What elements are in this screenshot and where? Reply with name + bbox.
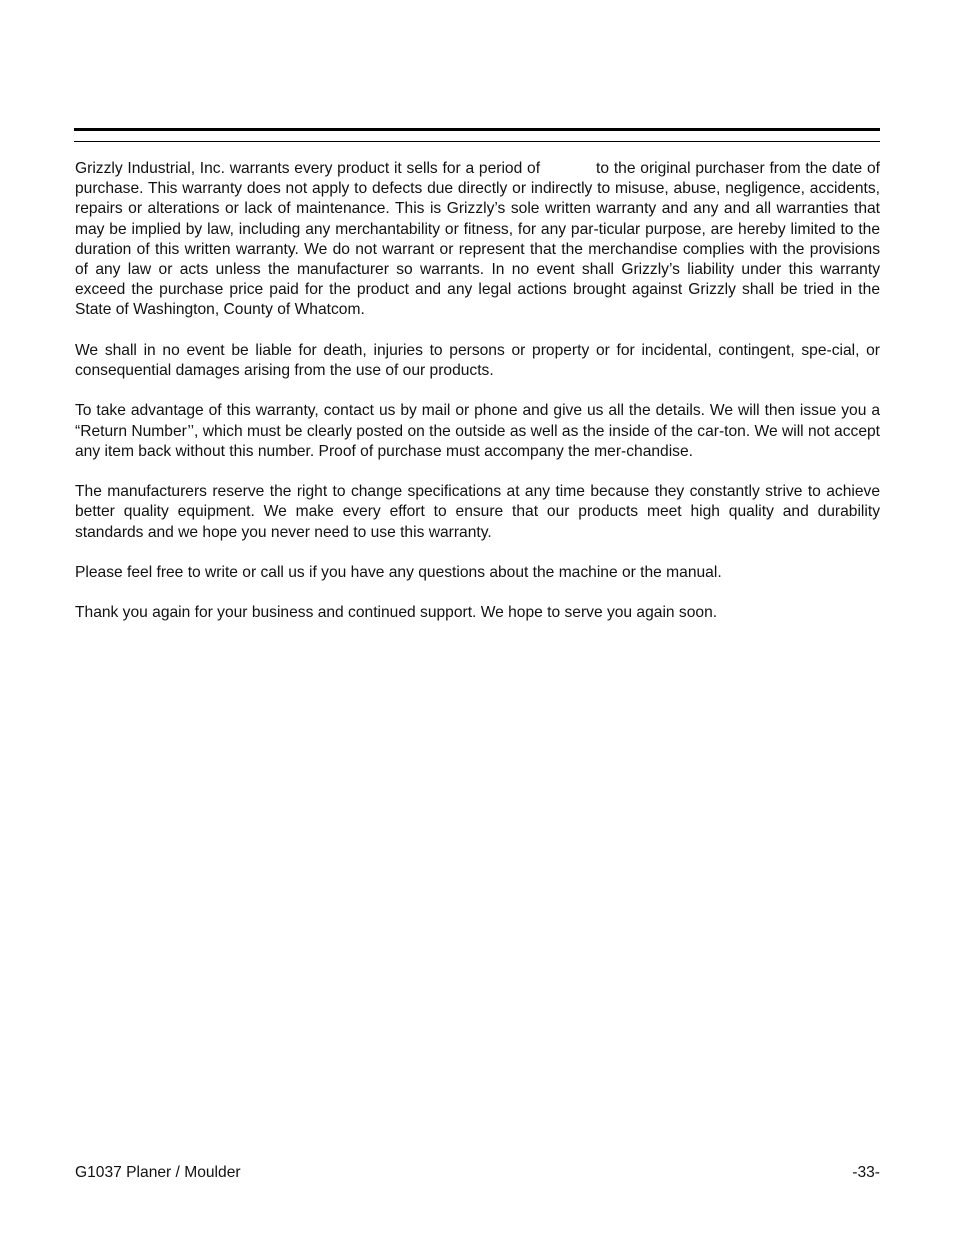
footer-model-name: G1037 Planer / Moulder [75, 1164, 241, 1181]
warranty-paragraph-return: To take advantage of this warranty, contact us by mail or phone and give us all the details. We will then issue you a “Return Number’’, which must be clearly posted on the outside as well as the inside of the car-ton. We will not accept any item back without this number. Proof of purchase must accompany the mer-chandise. [75, 402, 880, 460]
footer-page-number: -33- [852, 1164, 880, 1181]
warranty-paragraph-liability: We shall in no event be liable for death, injuries to persons or property or for incidental, contingent, spe-cial, or consequential damages arising from the use of our products. [75, 341, 880, 380]
warranty-paragraph-contact: Please feel free to write or call us if you have any questions about the machine or the manual. [75, 564, 722, 581]
header-rule-thin [74, 141, 880, 142]
warranty-text [75, 159, 880, 644]
warranty-terms-start: Grizzly Industrial, Inc. warrants every product it sells for a period of [75, 160, 541, 177]
warranty-paragraph-specifications: The manufacturers reserve the right to change specifications at any time because they constantly strive to achieve better quality equipment. We make every effort to ensure that our products meet high quality and durability standards and we hope you never need to use this warranty. [75, 483, 880, 541]
warranty-terms-rest: to the original purchaser from the date of purchase. This warranty does not apply to defects due directly or indirectly to misuse, abuse, negligence, accidents, repairs or alterations or lack of maintenance. This is Grizzly’s sole written warranty and any and all warranties that may be implied by law, including any merchantability or fitness, for any par-ticular purpose, are hereby limited to the duration of this written warranty. We do not warrant or represent that the merchandise complies with the provisions of any law or acts unless the manufacturer so warrants. In no event shall Grizzly’s liability under this warranty exceed the purchase price paid for the product and any legal actions brought against Grizzly shall be tried in the State of Washington, County of Whatcom. [75, 160, 880, 319]
warranty-paragraph-terms [75, 159, 880, 321]
header-rule-thick [74, 128, 880, 131]
warranty-paragraph-thanks: Thank you again for your business and continued support. We hope to serve you again soon. [75, 604, 718, 622]
